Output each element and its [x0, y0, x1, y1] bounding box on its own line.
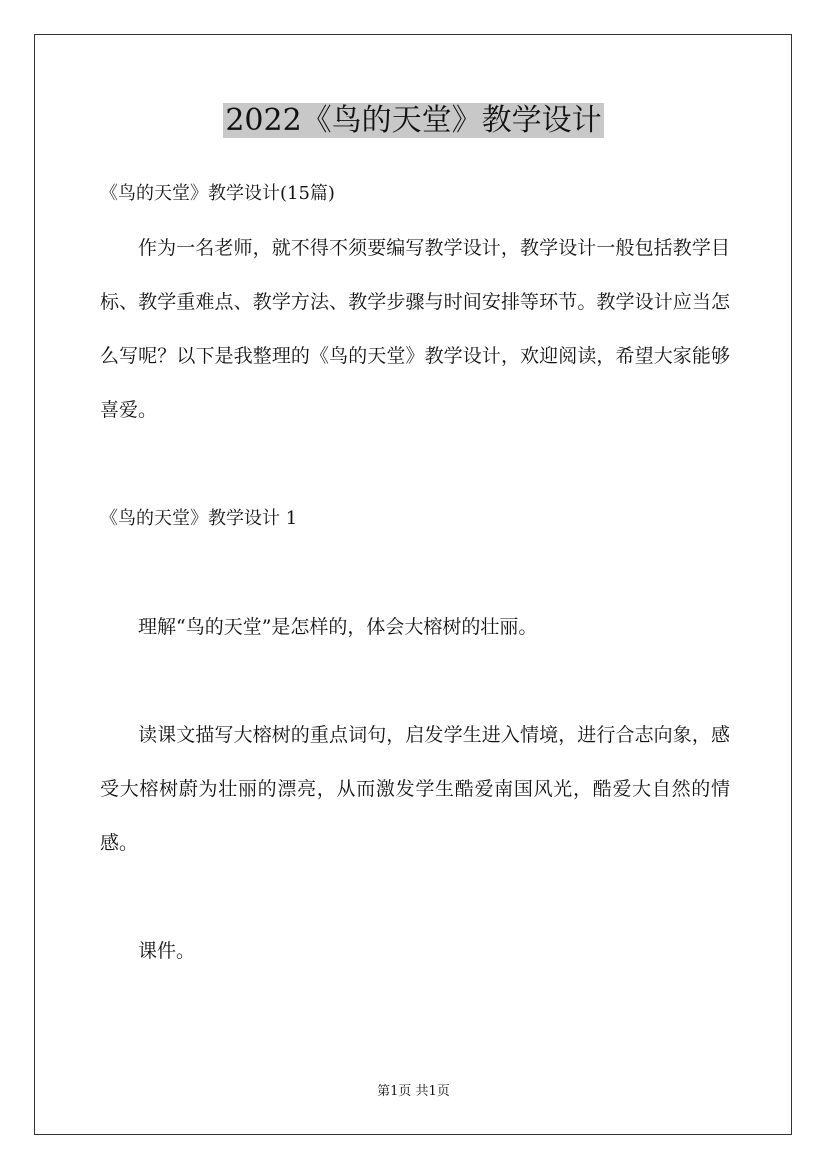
document-title — [0, 98, 827, 144]
document-title-text: 2022《鸟的天堂》教学设计 — [225, 103, 602, 138]
paragraph-materials: 课件。 — [138, 940, 196, 962]
section-heading: 《鸟的天堂》教学设计 1 — [100, 508, 298, 529]
page-footer: 第1页 共1页 — [377, 1084, 450, 1099]
document-subtitle: 《鸟的天堂》教学设计(15篇) — [100, 183, 335, 204]
intro-paragraph: 作为一名老师，就不得不须要编写教学设计，教学设计一般包括教学目标、教学重难点、教学方法、教学步骤与时间安排等环节。教学设计应当怎么写呢？以下是我整理的《鸟的天堂》教学设计，欢迎阅读，希望大家能够喜爱。 — [100, 237, 730, 421]
paragraph-method: 读课文描写大榕树的重点词句，启发学生进入情境，进行合志向象，感受大榕树蔚为壮丽的漂亮，从而激发学生酷爱南国风光，酷爱大自然的情感。 — [100, 724, 730, 854]
paragraph-objective: 理解“鸟的天堂”是怎样的，体会大榕树的壮丽。 — [138, 616, 538, 638]
